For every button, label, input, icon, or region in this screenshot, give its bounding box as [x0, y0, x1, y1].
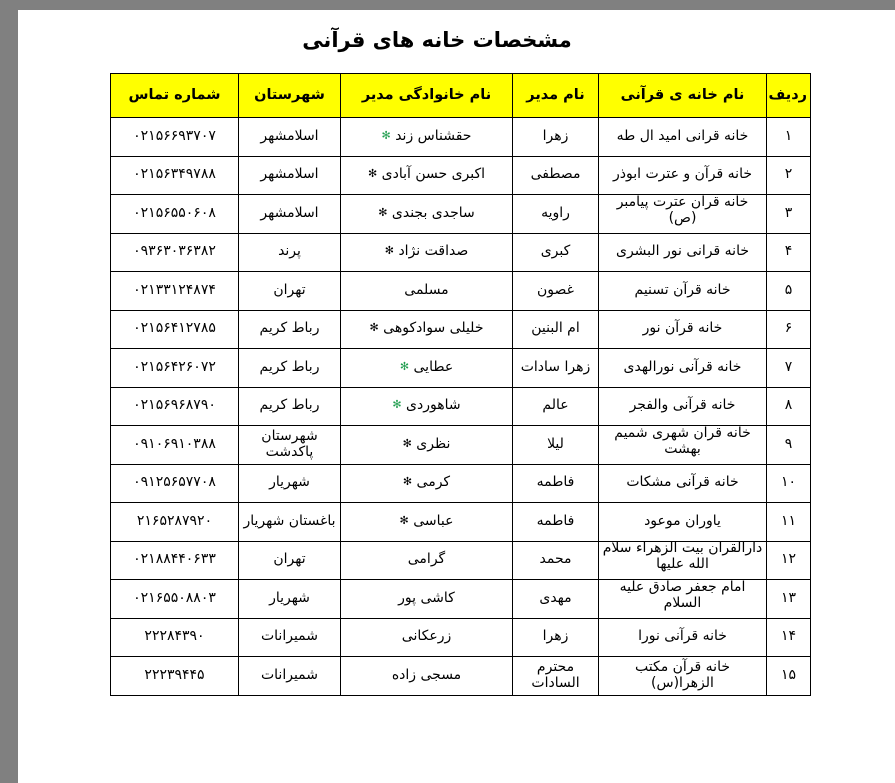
- cell-manager-name: لیلا: [513, 426, 599, 465]
- cell-house-name: خانه قران عترت پیامبر (ص): [599, 195, 767, 234]
- cell-phone-number: ۰۹۱۰۶۹۱۰۳۸۸: [111, 426, 239, 465]
- cell-row-number: ۳: [767, 195, 811, 234]
- cell-row-number: ۶: [767, 310, 811, 349]
- cell-manager-surname: زرعکانی: [341, 618, 513, 657]
- page-title: مشخصات خانه های قرآنی: [302, 28, 572, 52]
- document-page: [18, 10, 895, 783]
- table-row: [111, 387, 811, 426]
- table-row: [111, 657, 811, 696]
- asterisk-icon: ✻: [369, 321, 379, 335]
- cell-city: شهریار: [239, 464, 341, 503]
- table-header: [111, 74, 811, 118]
- cell-house-name: خانه قرآنی نورالهدی: [599, 349, 767, 388]
- cell-phone-number: ۲۲۲۸۴۳۹۰: [111, 618, 239, 657]
- cell-manager-name: راویه: [513, 195, 599, 234]
- cell-manager-surname: کاشی پور: [341, 580, 513, 619]
- cell-manager-name: محترم السادات: [513, 657, 599, 696]
- cell-phone-number: ۰۲۱۵۶۹۶۸۷۹۰: [111, 387, 239, 426]
- cell-row-number: ۹: [767, 426, 811, 465]
- column-header-name: نام خانه ی قرآنی: [599, 74, 767, 118]
- cell-row-number: ۷: [767, 349, 811, 388]
- cell-city: اسلامشهر: [239, 195, 341, 234]
- cell-house-name: خانه قرآنی مشکات: [599, 464, 767, 503]
- cell-manager-surname: اکبری حسن آبادی ✻: [341, 156, 513, 195]
- cell-city: پرند: [239, 233, 341, 272]
- cell-manager-name: مهدی: [513, 580, 599, 619]
- cell-city: باغستان شهریار: [239, 503, 341, 542]
- cell-manager-surname: کرمی ✻: [341, 464, 513, 503]
- cell-manager-surname: عباسی ✻: [341, 503, 513, 542]
- cell-manager-surname: مسلمی: [341, 272, 513, 311]
- cell-manager-name: مصطفی: [513, 156, 599, 195]
- cell-manager-surname: ساجدی بجندی ✻: [341, 195, 513, 234]
- cell-manager-name: زهرا سادات: [513, 349, 599, 388]
- cell-house-name: دارالقران بیت الزهراء سلام الله علیها: [599, 541, 767, 580]
- table-row: [111, 349, 811, 388]
- asterisk-icon: ✻: [367, 167, 378, 181]
- cell-house-name: خانه قران شهری شمیم بهشت: [599, 426, 767, 465]
- table-row: [111, 310, 811, 349]
- cell-manager-surname: خلیلی سوادکوهی ✻: [341, 310, 513, 349]
- cell-phone-number: ۰۲۱۵۶۴۱۲۷۸۵: [111, 310, 239, 349]
- cell-house-name: خانه قرآن تسنیم: [599, 272, 767, 311]
- cell-row-number: ۱۴: [767, 618, 811, 657]
- cell-phone-number: ۰۲۱۵۶۶۹۳۷۰۷: [111, 118, 239, 157]
- cell-manager-name: ام البنین: [513, 310, 599, 349]
- header-row: [111, 74, 811, 118]
- asterisk-icon: ✻: [402, 436, 412, 450]
- asterisk-icon: ✻: [392, 398, 402, 412]
- cell-city: اسلامشهر: [239, 118, 341, 157]
- cell-row-number: ۵: [767, 272, 811, 311]
- cell-phone-number: ۰۲۱۵۶۳۴۹۷۸۸: [111, 156, 239, 195]
- cell-phone-number: ۰۲۱۶۵۵۰۸۸۰۳: [111, 580, 239, 619]
- cell-phone-number: ۰۲۱۸۸۴۴۰۶۳۳: [111, 541, 239, 580]
- table-row: [111, 503, 811, 542]
- column-header-phone: شماره تماس: [111, 74, 239, 118]
- cell-row-number: ۲: [767, 156, 811, 195]
- cell-city: شمیرانات: [239, 618, 341, 657]
- cell-row-number: ۱۳: [767, 580, 811, 619]
- cell-phone-number: ۲۱۶۵۲۸۷۹۲۰: [111, 503, 239, 542]
- table-row: [111, 156, 811, 195]
- table-body: [111, 118, 811, 696]
- cell-row-number: ۸: [767, 387, 811, 426]
- cell-phone-number: ۲۲۲۳۹۴۴۵: [111, 657, 239, 696]
- asterisk-icon: ✻: [399, 359, 410, 373]
- asterisk-icon: ✻: [399, 513, 409, 527]
- cell-manager-surname: مسجی زاده: [341, 657, 513, 696]
- table-row: [111, 618, 811, 657]
- cell-manager-name: زهرا: [513, 118, 599, 157]
- cell-manager-name: محمد: [513, 541, 599, 580]
- cell-row-number: ۱۱: [767, 503, 811, 542]
- table-row: [111, 272, 811, 311]
- table-row: [111, 541, 811, 580]
- asterisk-icon: ✻: [402, 475, 413, 489]
- cell-city: رباط کریم: [239, 310, 341, 349]
- quran-houses-table: [110, 73, 811, 696]
- title-container: [227, 28, 647, 52]
- cell-manager-name: غصون: [513, 272, 599, 311]
- table-container: [111, 73, 811, 696]
- cell-house-name: خانه قرآن نور: [599, 310, 767, 349]
- cell-city: تهران: [239, 272, 341, 311]
- cell-city: شمیرانات: [239, 657, 341, 696]
- cell-house-name: خانه قرآن و عترت ابوذر: [599, 156, 767, 195]
- cell-manager-surname: شاهوردی ✻: [341, 387, 513, 426]
- column-header-city: شهرستان: [239, 74, 341, 118]
- cell-manager-name: فاطمه: [513, 464, 599, 503]
- cell-house-name: امام جعفر صادق علیه السلام: [599, 580, 767, 619]
- cell-manager-surname: عطایی ✻: [341, 349, 513, 388]
- asterisk-icon: ✻: [378, 205, 388, 219]
- cell-city: شهرستان پاکدشت: [239, 426, 341, 465]
- column-header-surname: نام خانوادگی مدیر: [341, 74, 513, 118]
- cell-phone-number: ۰۲۱۳۳۱۲۴۸۷۴: [111, 272, 239, 311]
- cell-city: شهریار: [239, 580, 341, 619]
- cell-house-name: خانه قرانی امید ال طه: [599, 118, 767, 157]
- cell-manager-name: زهرا: [513, 618, 599, 657]
- table-row: [111, 118, 811, 157]
- table-row: [111, 233, 811, 272]
- table-row: [111, 464, 811, 503]
- cell-house-name: خانه قرآنی نورا: [599, 618, 767, 657]
- cell-row-number: ۱۰: [767, 464, 811, 503]
- cell-manager-name: کبری: [513, 233, 599, 272]
- cell-house-name: خانه قرآن مکتب الزهرا(س): [599, 657, 767, 696]
- cell-manager-name: فاطمه: [513, 503, 599, 542]
- cell-manager-surname: حقشناس زند ✻: [341, 118, 513, 157]
- cell-city: تهران: [239, 541, 341, 580]
- cell-phone-number: ۰۲۱۵۶۵۵۰۶۰۸: [111, 195, 239, 234]
- cell-house-name: خانه قرانی نور البشری: [599, 233, 767, 272]
- cell-manager-surname: صداقت نژاد ✻: [341, 233, 513, 272]
- cell-manager-surname: نظری ✻: [341, 426, 513, 465]
- cell-city: اسلامشهر: [239, 156, 341, 195]
- cell-row-number: ۱۵: [767, 657, 811, 696]
- cell-row-number: ۱: [767, 118, 811, 157]
- column-header-radif: ردیف: [767, 74, 811, 118]
- table-row: [111, 195, 811, 234]
- cell-row-number: ۴: [767, 233, 811, 272]
- cell-house-name: یاوران موعود: [599, 503, 767, 542]
- cell-city: رباط کریم: [239, 349, 341, 388]
- asterisk-icon: ✻: [384, 244, 394, 258]
- cell-manager-surname: گرامی: [341, 541, 513, 580]
- table-row: [111, 426, 811, 465]
- table-row: [111, 580, 811, 619]
- cell-manager-name: عالم: [513, 387, 599, 426]
- cell-phone-number: ۰۲۱۵۶۴۲۶۰۷۲: [111, 349, 239, 388]
- cell-phone-number: ۰۹۳۶۳۰۳۶۳۸۲: [111, 233, 239, 272]
- cell-phone-number: ۰۹۱۲۵۶۵۷۷۰۸: [111, 464, 239, 503]
- cell-row-number: ۱۲: [767, 541, 811, 580]
- column-header-manager: نام مدیر: [513, 74, 599, 118]
- asterisk-icon: ✻: [381, 128, 391, 142]
- cell-house-name: خانه قرآنی والفجر: [599, 387, 767, 426]
- cell-city: رباط کریم: [239, 387, 341, 426]
